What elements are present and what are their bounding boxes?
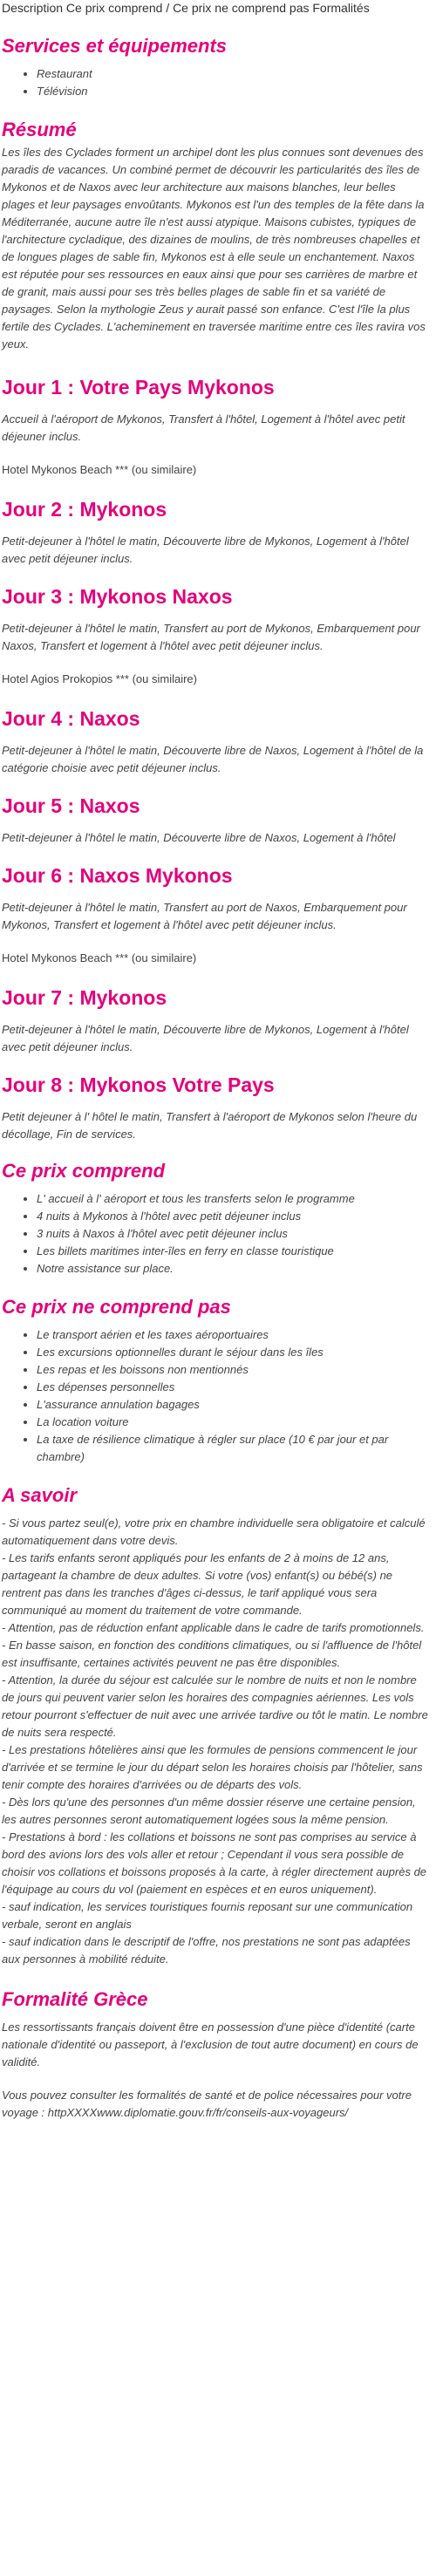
day-text: Accueil à l'aéroport de Mykonos, Transfert à l'hôtel, Logement à l'hôtel avec petit déjeuner inclus.: [2, 412, 405, 443]
asavoir-line: - Les tarifs enfants seront appliqués pour les enfants de 2 à moins de 12 ans, partageant la chambre de deux adultes. Si votre (vos) enfant(s) ou bébé(s) ne rentrent pas dans les tranches d'âges ci-dessus, le tarif appliqué vous sera communiqué au moment du traitement de votre commande.: [2, 1551, 393, 1617]
list-item: • L' accueil à l' aéroport et tous les transferts selon le programme: [37, 1190, 431, 1208]
formalites-title: Formalité Grèce: [2, 1988, 148, 2010]
day-text: Petit-dejeuner à l'hôtel le matin, Découverte libre de Naxos, Logement à l'hôtel: [2, 831, 396, 844]
day-hotel: Hotel Mykonos Beach *** (ou similaire): [2, 463, 197, 476]
services-list: [2, 65, 431, 100]
list-item: • La taxe de résilience climatique à régler sur place (10 € par jour et par chambre): [37, 1431, 431, 1466]
services-section: [2, 34, 431, 100]
day-5: [2, 793, 431, 847]
day-text: Petit-dejeuner à l'hôtel le matin, Transfert au port de Mykonos, Embarquement pour Naxos, Transfert et logement à l'hôtel avec petit déjeuner inclus.: [2, 622, 420, 652]
day-text: Petit-dejeuner à l'hôtel le matin, Découverte libre de Mykonos, Logement à l'hôtel avec petit déjeuner inclus.: [2, 1023, 409, 1053]
includes-title: Ce prix comprend: [2, 1160, 166, 1182]
day-title: Jour 2 : Mykonos: [2, 498, 167, 521]
day-title: Jour 6 : Naxos Mykonos: [2, 864, 233, 887]
day-hotel: Hotel Agios Prokopios *** (ou similaire): [2, 672, 197, 685]
list-item: • Les repas et les boissons non mentionnés: [37, 1361, 431, 1379]
includes-list: [2, 1190, 431, 1278]
list-item: • L'assurance annulation bagages: [37, 1396, 431, 1414]
services-title: Services et équipements: [2, 35, 228, 57]
asavoir-line: - Attention, la durée du séjour est calculée sur le nombre de nuits et non le nombre de jours qui peuvent varier selon les horaires des compagnies aériennes. Les vols retour pourront s'effectuer de nuit avec une arrivée tardive ou tôt le matin. Le nombre de nuits sera respecté.: [2, 1673, 428, 1739]
resume-section: [2, 118, 431, 353]
asavoir-line: - Les prestations hôtelières ainsi que les formules de pensions commencent le jour d'arrivée et se termine le jour du départ selon les horaires choisis par l'hôtelier, sans tenir compte des horaires d'arrivées ou de départs des vols.: [2, 1743, 423, 1791]
day-title: Jour 8 : Mykonos Votre Pays: [2, 1073, 275, 1096]
day-text: Petit-dejeuner à l'hôtel le matin, Transfert au port de Naxos, Embarquement pour Mykonos, Transfert et logement à l'hôtel avec petit déjeuner inclus.: [2, 901, 407, 931]
asavoir-line: - Dès lors qu'une des personnes d'un même dossier réserve une certaine pension, les autres personnes seront automatiquement logées sous la même pension.: [2, 1796, 416, 1826]
day-3: [2, 583, 431, 688]
list-item: • Restaurant: [37, 65, 431, 83]
list-item: • Le transport aérien et les taxes aéroportuaires: [37, 1326, 431, 1344]
excludes-title: Ce prix ne comprend pas: [2, 1296, 231, 1318]
day-title: Jour 3 : Mykonos Naxos: [2, 585, 233, 608]
includes-section: [2, 1159, 431, 1278]
list-item: • 3 nuits à Naxos à l'hôtel avec petit déjeuner inclus: [37, 1225, 431, 1243]
asavoir-line: - sauf indication, les services touristiques fournis reposant sur une communication verbale, seront en anglais: [2, 1900, 413, 1931]
asavoir-line: - Attention, pas de réduction enfant applicable dans le cadre de tarifs promotionnels.: [2, 1621, 425, 1634]
asavoir-line: - Prestations à bord : les collations et boissons ne sont pas comprises au service à bord des avions lors des vols aller et retour ; Cependant il vous sera possible de choisir vos collations et boissons proposés à la carte, à régler directement auprès de l'équipage au cours du vol (paiement en espèces et en euros uniquement).: [2, 1830, 427, 1896]
day-title: Jour 4 : Naxos: [2, 707, 140, 730]
day-text: Petit dejeuner à l' hôtel le matin, Transfert à l'aéroport de Mykonos selon l'heure du décollage, Fin de services.: [2, 1110, 418, 1141]
list-item: • La location voiture: [37, 1414, 431, 1431]
day-text: Petit-dejeuner à l'hôtel le matin, Découverte libre de Naxos, Logement à l'hôtel de la catégorie choisie avec petit déjeuner inclus.: [2, 744, 424, 774]
day-title: Jour 5 : Naxos: [2, 794, 140, 817]
formalites-text: Les ressortissants français doivent être en possession d'une pièce d'identité (carte nationale d'identité ou passeport, à l'exclusion de tout autre document) en cours de validité.: [2, 2021, 419, 2068]
list-item: • Télévision: [37, 83, 431, 100]
list-item: • Les dépenses personnelles: [37, 1379, 431, 1396]
asavoir-line: - sauf indication dans le descriptif de l'offre, nos prestations ne sont pas adaptées aux personnes à mobilité réduite.: [2, 1935, 411, 1966]
resume-title: Résumé: [2, 119, 77, 140]
day-6: [2, 862, 431, 967]
day-7: [2, 985, 431, 1056]
day-2: [2, 496, 431, 568]
asavoir-line: - Si vous partez seul(e), votre prix en chambre individuelle sera obligatoire et calculé automatiquement dans votre devis.: [2, 1516, 426, 1547]
asavoir-title: A savoir: [2, 1484, 78, 1506]
day-1: [2, 374, 431, 479]
list-item: • 4 nuits à Mykonos à l'hôtel avec petit déjeuner inclus: [37, 1208, 431, 1225]
excludes-section: [2, 1295, 431, 1466]
day-8: [2, 1072, 431, 1143]
formalites-section: [2, 1987, 431, 2122]
day-text: Petit-dejeuner à l'hôtel le matin, Découverte libre de Mykonos, Logement à l'hôtel avec petit déjeuner inclus.: [2, 535, 409, 565]
day-title: Jour 1 : Votre Pays Mykonos: [2, 376, 275, 399]
list-item: • Notre assistance sur place.: [37, 1260, 431, 1278]
resume-text: Les îles des Cyclades forment un archipel dont les plus connues sont devenues des paradis de vacances. Un combiné permet de découvrir les particularités des îles de Mykonos et de Naxos avec leur architecture aux maisons blanches, leur belles plages et leur paysages envoûtants. Mykonos est l'un des temples de la fête dans la Méditerranée, aucune autre île n'est aussi atypique. Maisons cubistes, typiques de l'architecture cycladique, des dizaines de moulins, de très nombreuses chapelles et de longues plages de sable fin, Mykonos est à elle seule un enchantement. Naxos est réputée pour ses ressources en eaux ainsi que pour ses carrières de marbre et de granit, mais aussi pour ses très belles plages de sable fin et sa variété de paysages. Selon la mythologie Zeus y aurait passé son enfance. C'est l'île la plus fertile des Cyclades. L'acheminement en traversée maritime entre ces îles ravira vos yeux.: [2, 146, 426, 351]
formalites-link-text[interactable]: Vous pouvez consulter les formalités de santé et de police nécessaires pour votre voyage : httpXXXXwww.diplomatie.gouv.fr/fr/conseils-aux-voyageurs/: [2, 2089, 412, 2119]
asavoir-line: - En basse saison, en fonction des conditions climatiques, ou si l'affluence de l'hôtel est insuffisante, certaines activités peuvent ne pas être disponibles.: [2, 1639, 422, 1669]
day-4: [2, 705, 431, 777]
day-title: Jour 7 : Mykonos: [2, 986, 167, 1009]
day-hotel: Hotel Mykonos Beach *** (ou similaire): [2, 951, 197, 964]
asavoir-section: [2, 1483, 431, 1968]
list-item: • Les billets maritimes inter-îles en ferry en classe touristique: [37, 1243, 431, 1260]
list-item: • Les excursions optionnelles durant le séjour dans les îles: [37, 1344, 431, 1361]
excludes-list: [2, 1326, 431, 1466]
breadcrumb: Description Ce prix comprend / Ce prix ne comprend pas Formalités: [2, 1, 370, 15]
